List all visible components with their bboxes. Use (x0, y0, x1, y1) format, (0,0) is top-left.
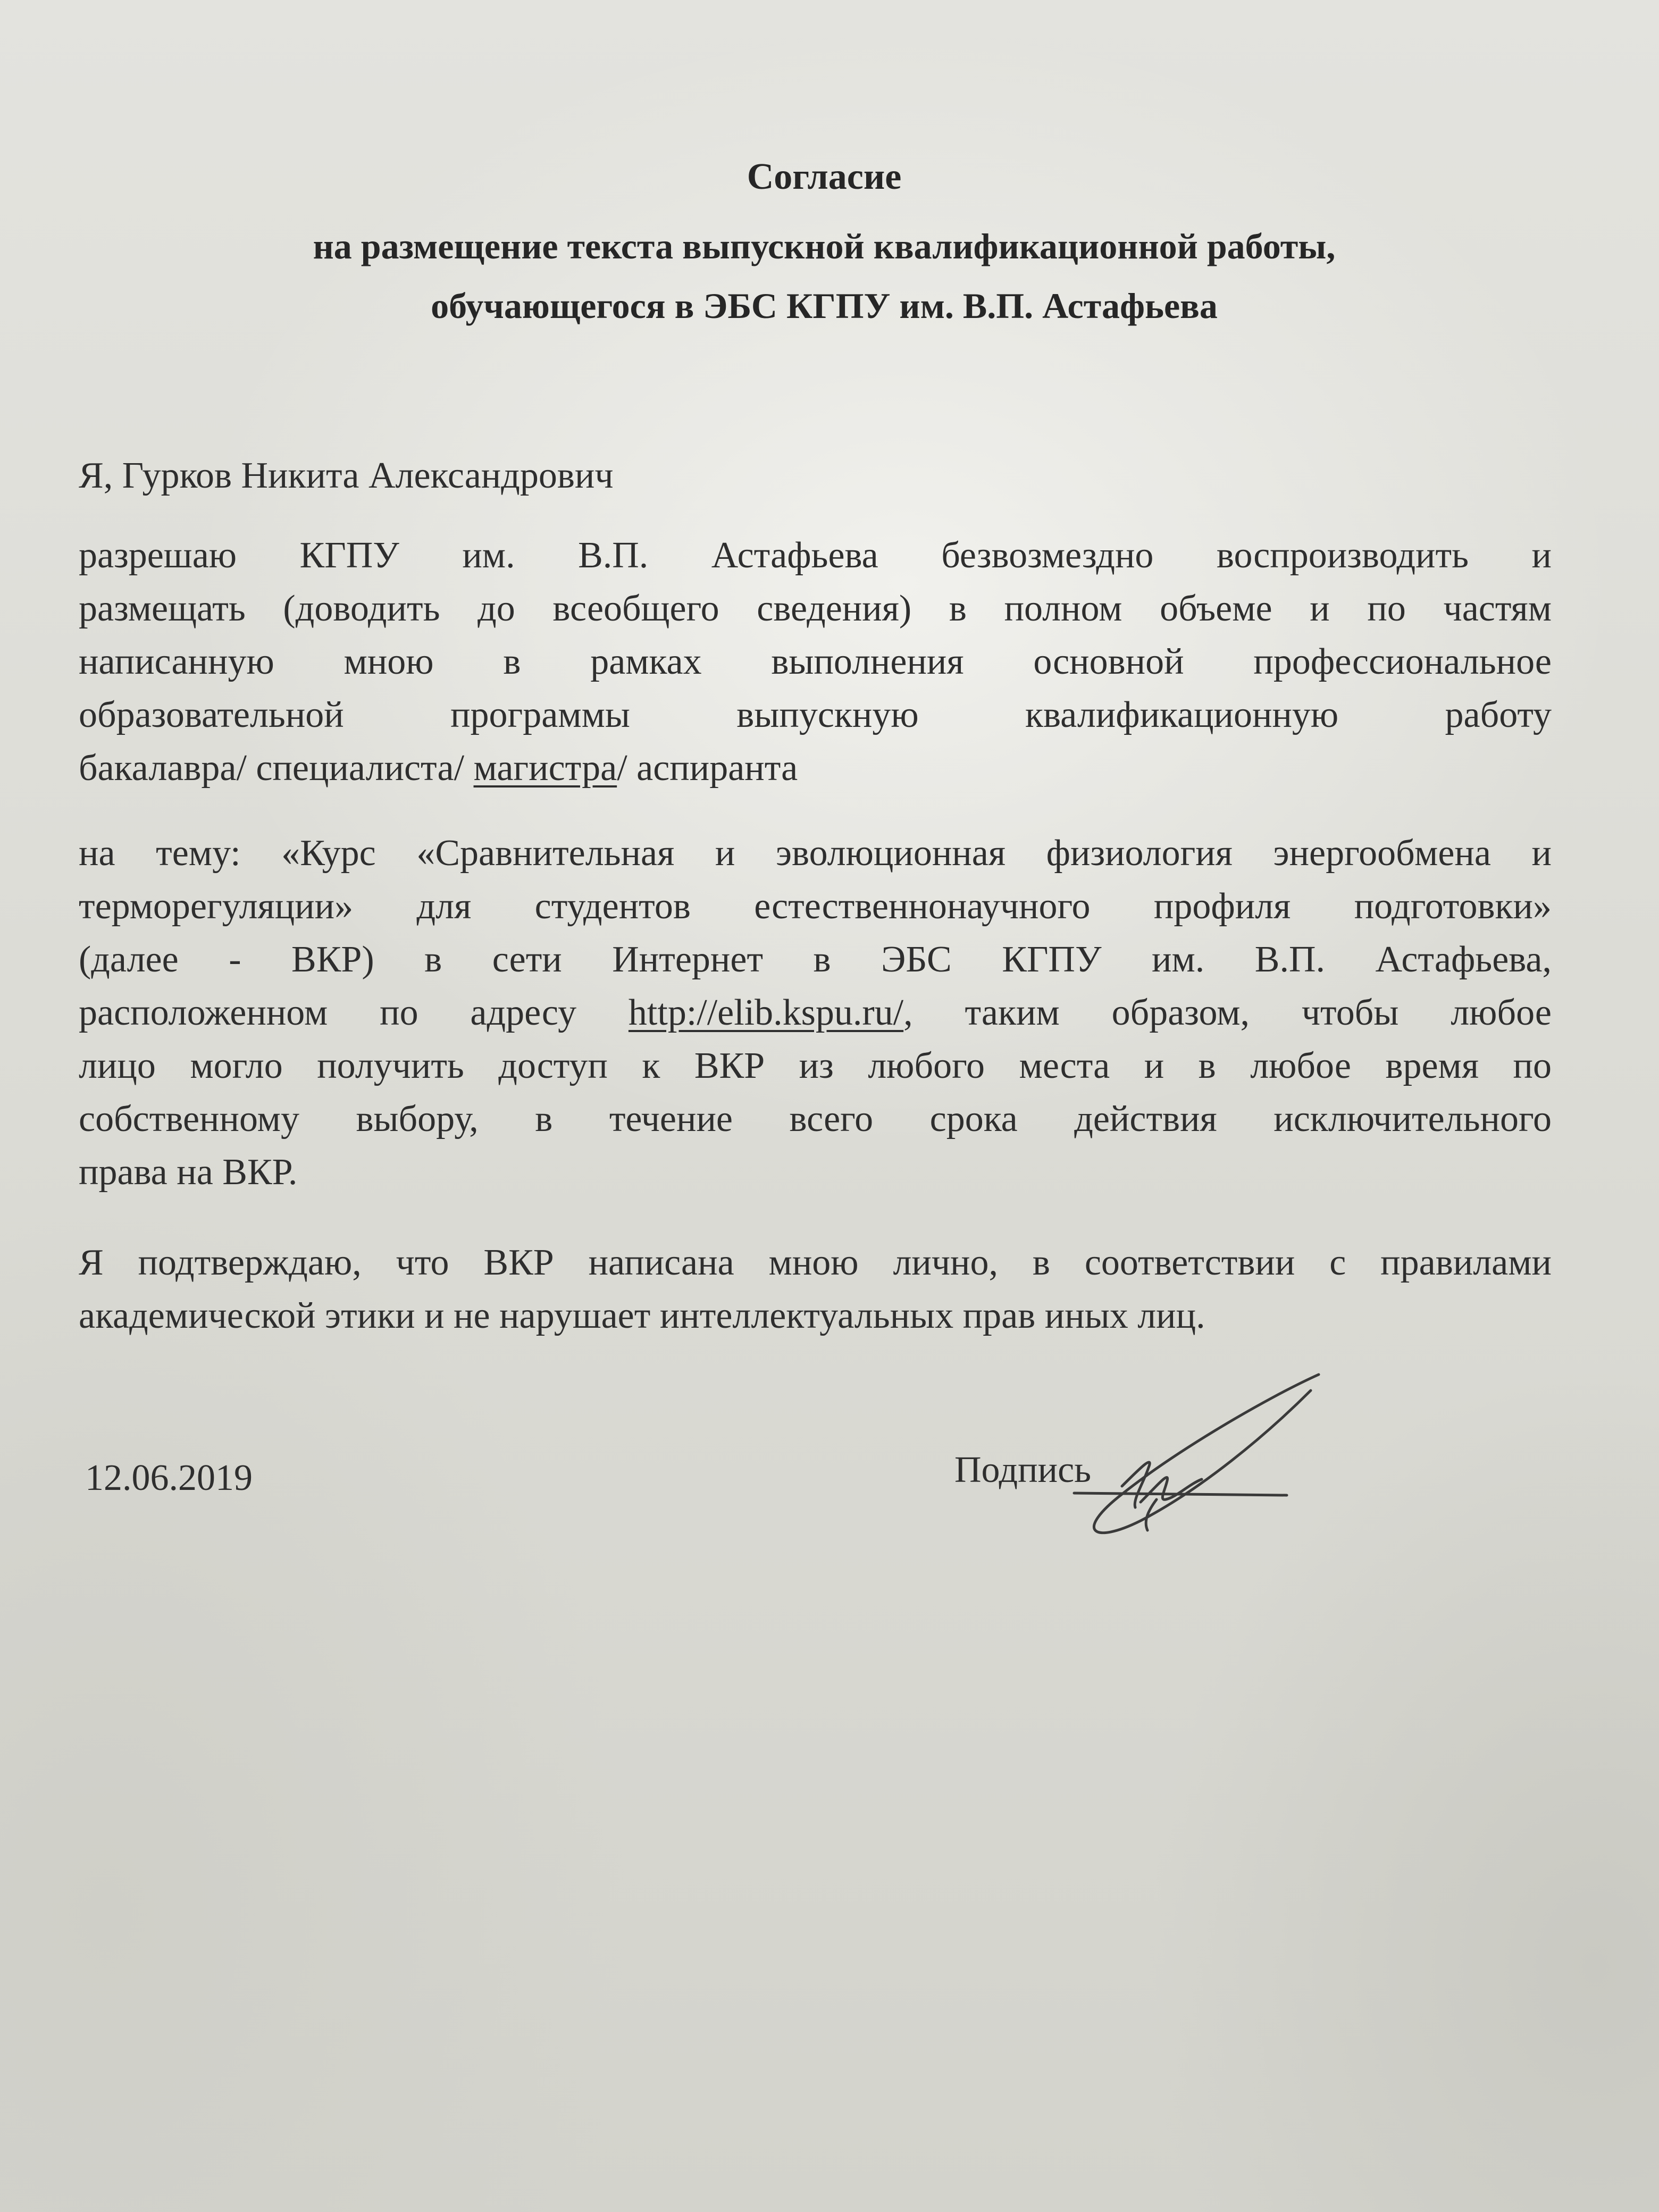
degree-options-line (79, 742, 1552, 795)
degree-selected-underlined: магистра (473, 748, 617, 789)
topic-last-line: права на ВКР. (79, 1152, 298, 1193)
grant-line-4: образовательной программы выпускную квалификационную работу (79, 694, 1552, 735)
degree-options-suffix: / аспиранта (617, 748, 798, 789)
topic-paragraph (79, 827, 1552, 1199)
signature-strokes (1074, 1375, 1319, 1533)
handwritten-signature-icon (1042, 1361, 1340, 1542)
grant-paragraph (79, 529, 1552, 795)
topic-line-5: лицо могло получить доступ к ВКР из любого места и в любое время по (79, 1045, 1552, 1086)
grant-line-2: размещать (доводить до всеобщего сведения) в полном объеме и по частям (79, 588, 1552, 629)
confirmation-last-line: академической этики и не нарушает интеллектуальных прав иных лиц. (79, 1295, 1205, 1336)
topic-line-3: (далее - ВКР) в сети Интернет в ЭБС КГПУ им. В.П. Астафьева, (79, 939, 1552, 980)
address-line (79, 986, 1552, 1040)
document-subtitle-line-2: обучающегося в ЭБС КГПУ им. В.П. Астафьева (431, 286, 1218, 326)
topic-line-6: собственному выбору, в течение всего срока действия исключительного (79, 1099, 1552, 1139)
signature-label: Подпись (954, 1449, 1092, 1490)
elib-url-link[interactable]: http://elib.kspu.ru/ (628, 992, 904, 1033)
topic-line-1: на тему: «Курс «Сравнительная и эволюционная физиология энергообмена и (79, 833, 1552, 874)
grant-line-1: разрешаю КГПУ им. В.П. Астафьева безвозмездно воспроизводить и (79, 535, 1552, 576)
address-suffix: , таким образом, чтобы любое (903, 992, 1552, 1033)
confirmation-line-1: Я подтверждаю, что ВКР написана мною лично, в соответствии с правилами (79, 1242, 1552, 1283)
topic-line-2: терморегуляции» для студентов естественнонаучного профиля подготовки» (79, 886, 1552, 927)
document-heading (128, 152, 1521, 336)
degree-options-prefix: бакалавра/ специалиста/ (79, 748, 474, 789)
student-name-line (79, 449, 1552, 502)
address-prefix: расположенном по адресу (79, 992, 629, 1033)
signing-date: 12.06.2019 (85, 1457, 253, 1498)
grant-line-3: написанную мною в рамках выполнения основной профессиональное (79, 641, 1552, 682)
document-subtitle-line-1: на размещение текста выпускной квалификационной работы, (313, 226, 1336, 266)
document-title: Согласие (747, 156, 902, 197)
student-name-text: Я, Гурков Никита Александрович (79, 455, 614, 496)
confirmation-paragraph (79, 1236, 1552, 1343)
